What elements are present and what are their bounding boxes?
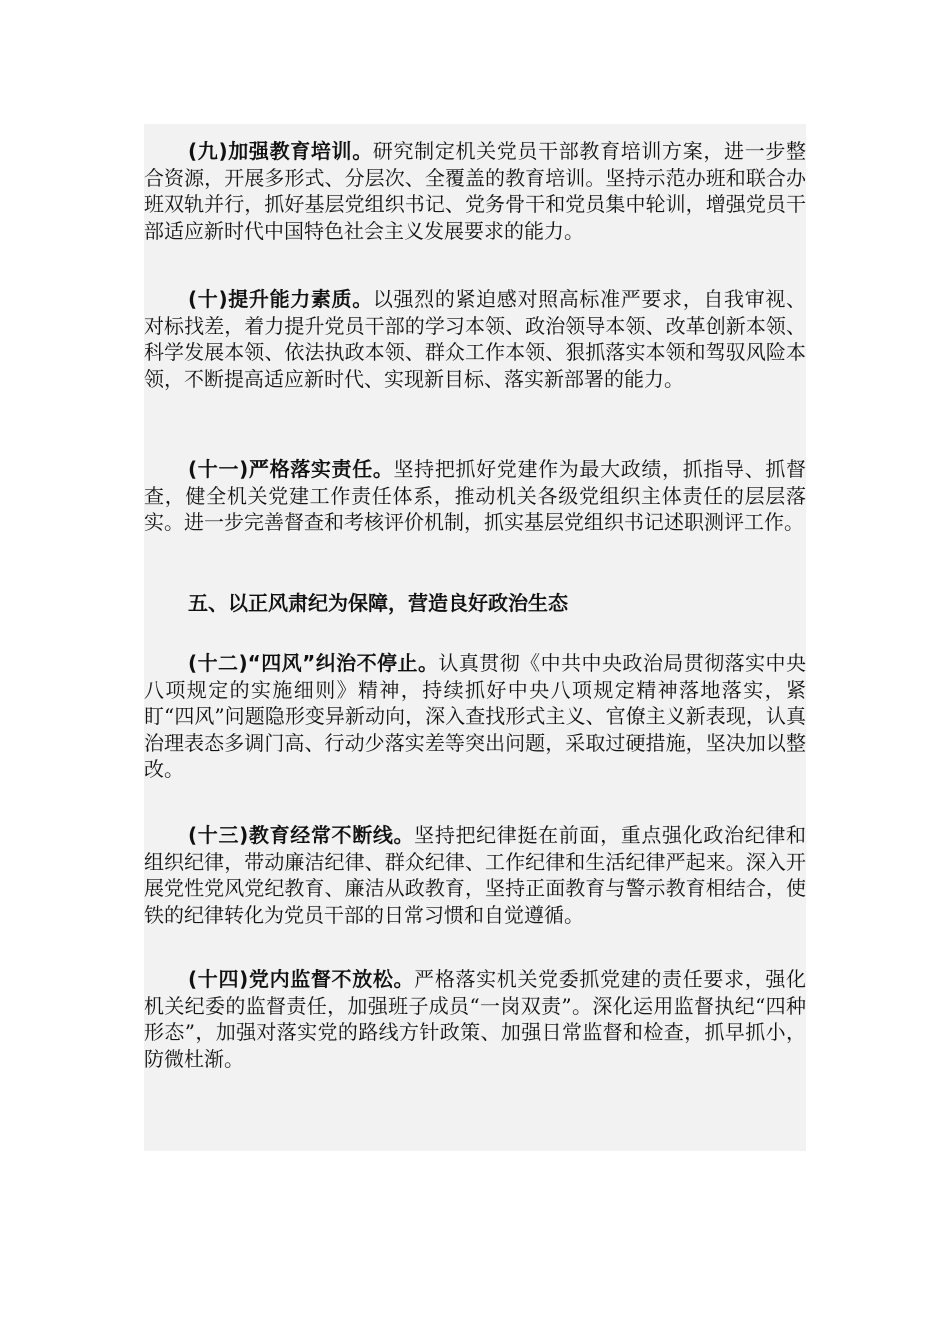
paragraph-14 <box>144 966 806 1072</box>
paragraph-body: 以强烈的紧迫感对照高标准严要求，自我审视、对标找差，着力提升党员干部的学习本领、政治领导本领、改革创新本领、科学发展本领、依法执政本领、群众工作本领、狠抓落实本领和驾驭风险本领，不断提高适应新时代、实现新目标、落实新部署的能力。 <box>144 287 807 391</box>
paragraph-13 <box>144 822 806 928</box>
document-text-block <box>144 124 806 1151</box>
paragraph-body: 坚持把纪律挺在前面，重点强化政治纪律和组织纪律，带动廉洁纪律、群众纪律、工作纪律和生活纪律严起来。深入开展党性党风党纪教育、廉洁从政教育，坚持正面教育与警示教育相结合，使铁的纪律转化为党员干部的日常习惯和自觉遵循。 <box>144 823 807 927</box>
paragraph-lead: (十)提升能力素质。 <box>188 287 373 311</box>
paragraph-11 <box>144 456 806 536</box>
paragraph-9 <box>144 138 806 244</box>
paragraph-lead: (九)加强教育培训。 <box>188 139 373 163</box>
paragraph-12 <box>144 650 806 783</box>
paragraph-lead: (十三)教育经常不断线。 <box>188 823 415 847</box>
paragraph-lead: (十二)“四风”纠治不停止。 <box>188 651 439 675</box>
paragraph-body: 研究制定机关党员干部教育培训方案，进一步整合资源，开展多形式、分层次、全覆盖的教育培训。坚持示范办班和联合办班双轨并行，抓好基层党组织书记、党务骨干和党员集中轮训，增强党员干部适应新时代中国特色社会主义发展要求的能力。 <box>144 139 807 243</box>
paragraph-body: 认真贯彻《中共中央政治局贯彻落实中央八项规定的实施细则》精神，持续抓好中央八项规定精神落地落实，紧盯“四风”问题隐形变异新动向，深入查找形式主义、官僚主义新表现，认真治理表态多调门高、行动少落实差等突出问题，采取过硬措施，坚决加以整改。 <box>144 651 806 781</box>
section-heading: 五、以正风肃纪为保障，营造良好政治生态 <box>188 591 568 615</box>
paragraph-body: 坚持把抓好党建作为最大政绩，抓指导、抓督查，健全机关党建工作责任体系，推动机关各级党组织主体责任的层层落实。进一步完善督查和考核评价机制，抓实基层党组织书记述职测评工作。 <box>144 457 807 534</box>
paragraph-lead: (十四)党内监督不放松。 <box>188 967 415 991</box>
paragraph-body: 严格落实机关党委抓党建的责任要求，强化机关纪委的监督责任，加强班子成员“一岗双责”。深化运用监督执纪“四种形态”，加强对落实党的路线方针政策、加强日常监督和检查，抓早抓小，防微杜渐。 <box>144 967 807 1071</box>
paragraph-10 <box>144 286 806 392</box>
paragraph-lead: (十一)严格落实责任。 <box>188 457 394 481</box>
